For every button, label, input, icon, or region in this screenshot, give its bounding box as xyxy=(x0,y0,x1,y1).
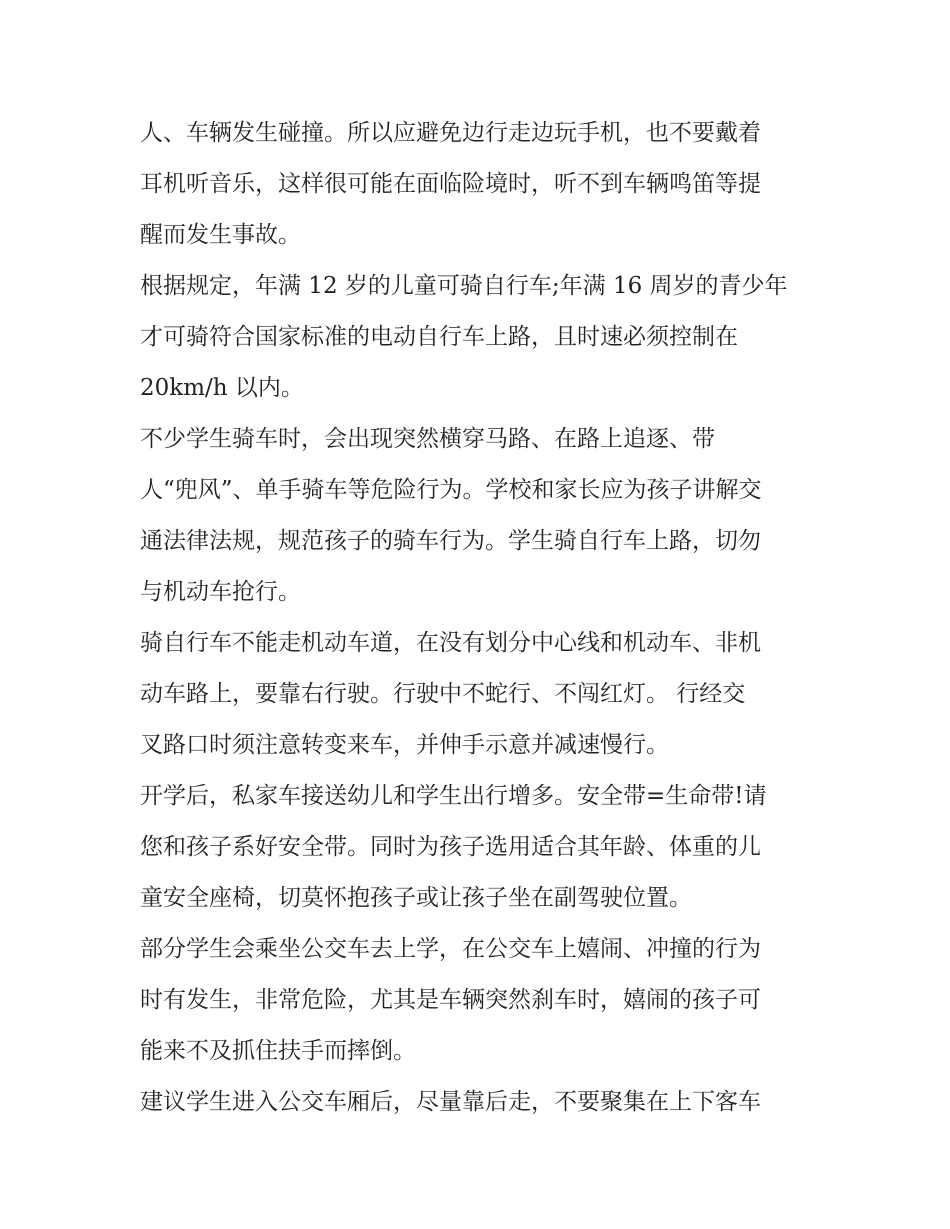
text-line: 根据规定，年满 12 岁的儿童可骑自行车;年满 16 周岁的青少年 xyxy=(140,273,788,299)
text-line: 不少学生骑车时，会出现突然横穿马路、在路上追逐、带 xyxy=(140,426,715,452)
body-text xyxy=(140,108,820,1128)
text-line: 耳机听音乐，这样很可能在面临险境时，听不到车辆鸣笛等提 xyxy=(140,171,761,197)
text-line: 与机动车抢行。 xyxy=(140,579,301,605)
text-line: 通法律法规，规范孩子的骑车行为。学生骑自行车上路，切勿 xyxy=(140,528,761,554)
text-line: 醒而发生事故。 xyxy=(140,222,301,248)
text-line: 童安全座椅，切莫怀抱孩子或让孩子坐在副驾驶位置。 xyxy=(140,885,692,911)
text-line: 您和孩子系好安全带。同时为孩子选用适合其年龄、体重的儿 xyxy=(140,834,761,860)
text-line: 骑自行车不能走机动车道，在没有划分中心线和机动车、非机 xyxy=(140,630,761,656)
text-line: 能来不及抓住扶手而摔倒。 xyxy=(140,1038,416,1064)
text-line: 人“兜风”、单手骑车等危险行为。学校和家长应为孩子讲解交 xyxy=(140,477,762,503)
text-line: 部分学生会乘坐公交车去上学，在公交车上嬉闹、冲撞的行为 xyxy=(140,936,761,962)
text-line: 才可骑符合国家标准的电动自行车上路，且时速必须控制在 xyxy=(140,324,738,350)
text-line: 人、车辆发生碰撞。所以应避免边行走边玩手机，也不要戴着 xyxy=(140,120,761,146)
text-line: 时有发生，非常危险，尤其是车辆突然刹车时，嬉闹的孩子可 xyxy=(140,987,761,1013)
text-line: 叉路口时须注意转变来车，并伸手示意并减速慢行。 xyxy=(140,732,669,758)
text-line: 开学后，私家车接送幼儿和学生出行增多。安全带=生命带!请 xyxy=(140,783,767,809)
text-line: 建议学生进入公交车厢后，尽量靠后走，不要聚集在上下客车 xyxy=(140,1089,761,1115)
text-line: 动车路上，要靠右行驶。行驶中不蛇行、不闯红灯。 行经交 xyxy=(140,681,746,707)
text-line: 20km/h 以内。 xyxy=(140,375,304,401)
